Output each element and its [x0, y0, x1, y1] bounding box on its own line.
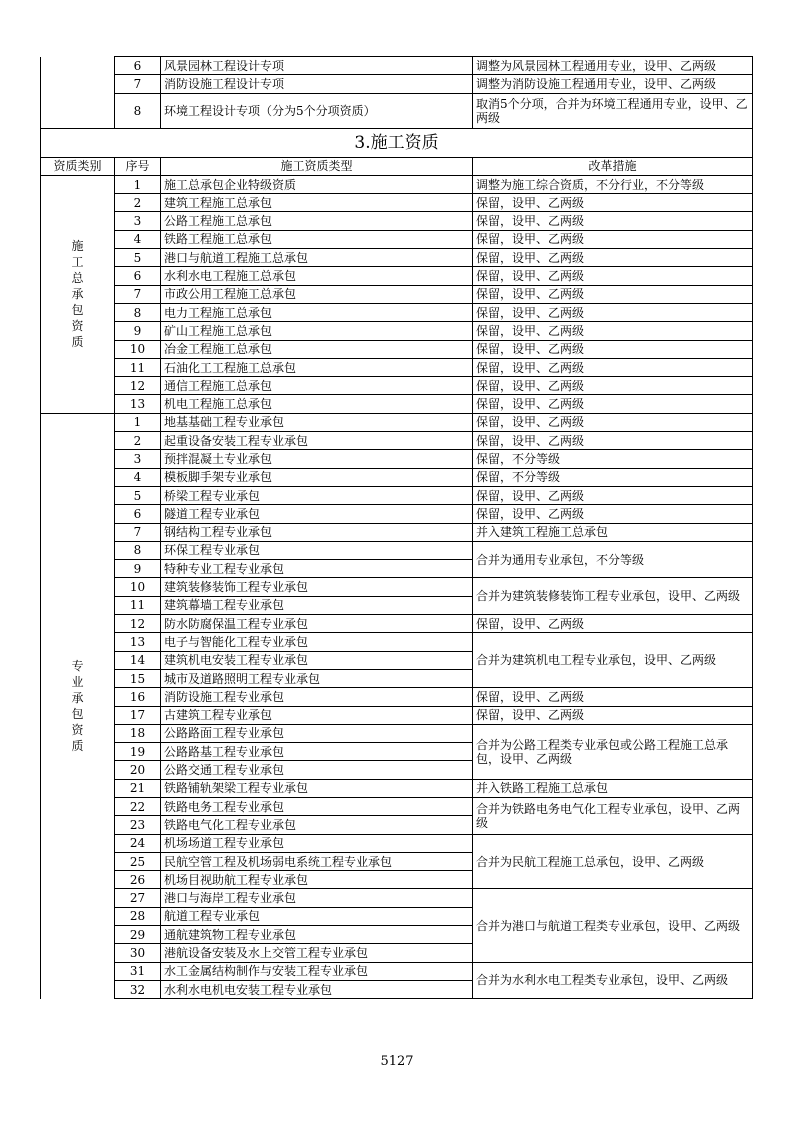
table-row	[41, 395, 753, 413]
reform-measure: 保留，设甲、乙两级	[473, 267, 753, 285]
qualification-type: 预拌混凝土专业承包	[161, 450, 473, 468]
qualification-type: 消防设施工程专业承包	[161, 688, 473, 706]
table-row	[41, 413, 753, 431]
table-row	[41, 724, 753, 742]
reform-measure: 保留，设甲、乙两级	[473, 230, 753, 248]
row-number: 4	[115, 468, 161, 486]
row-number: 31	[115, 962, 161, 980]
category-label: 施工总承包资质	[71, 239, 84, 350]
qualification-type: 建筑幕墙工程专业承包	[161, 596, 473, 614]
reform-measure: 保留，设甲、乙两级	[473, 194, 753, 212]
table-row	[41, 230, 753, 248]
row-number: 1	[115, 413, 161, 431]
table-row	[41, 93, 753, 128]
row-number: 8	[115, 541, 161, 559]
row-number: 11	[115, 358, 161, 376]
reform-measure: 保留，不分等级	[473, 450, 753, 468]
table-row	[41, 212, 753, 230]
reform-measure: 保留，设甲、乙两级	[473, 688, 753, 706]
reform-measure: 保留，设甲、乙两级	[473, 249, 753, 267]
qualification-type: 公路路面工程专业承包	[161, 724, 473, 742]
reform-measure: 合并为民航工程施工总承包，设甲、乙两级	[473, 834, 753, 889]
reform-measure: 并入建筑工程施工总承包	[473, 523, 753, 541]
header-category: 资质类别	[41, 157, 115, 175]
reform-measure: 合并为建筑机电工程专业承包，设甲、乙两级	[473, 633, 753, 688]
general-contracting-section	[41, 175, 753, 413]
row-number: 6	[115, 57, 161, 75]
qualification-type: 建筑机电安装工程专业承包	[161, 651, 473, 669]
qualification-type: 铁路工程施工总承包	[161, 230, 473, 248]
qualification-type: 公路交通工程专业承包	[161, 761, 473, 779]
qualification-type: 机场场道工程专业承包	[161, 834, 473, 852]
table-row	[41, 175, 753, 193]
qualification-type: 地基基础工程专业承包	[161, 413, 473, 431]
reform-measure: 保留，设甲、乙两级	[473, 395, 753, 413]
qualification-type: 通信工程施工总承包	[161, 377, 473, 395]
table-row	[41, 194, 753, 212]
row-number: 26	[115, 871, 161, 889]
page-number: 5127	[380, 1054, 414, 1069]
qualification-type: 水利水电工程施工总承包	[161, 267, 473, 285]
header-number: 序号	[115, 157, 161, 175]
row-number: 13	[115, 395, 161, 413]
category-cell	[41, 57, 115, 129]
table-row	[41, 578, 753, 596]
qualification-type: 消防设施工程设计专项	[161, 75, 473, 93]
qualification-type: 水工金属结构制作与安装工程专业承包	[161, 962, 473, 980]
reform-measure: 合并为公路工程类专业承包或公路工程施工总承包，设甲、乙两级	[473, 724, 753, 779]
qualification-type: 市政公用工程施工总承包	[161, 285, 473, 303]
table-row	[41, 340, 753, 358]
qualification-type: 电子与智能化工程专业承包	[161, 633, 473, 651]
qualification-type: 模板脚手架专业承包	[161, 468, 473, 486]
table-row	[41, 75, 753, 93]
row-number: 2	[115, 194, 161, 212]
qualification-type: 公路工程施工总承包	[161, 212, 473, 230]
reform-measure: 调整为施工综合资质，不分行业，不分等级	[473, 175, 753, 193]
row-number: 7	[115, 75, 161, 93]
header-measure: 改革措施	[473, 157, 753, 175]
table-row	[41, 706, 753, 724]
row-number: 12	[115, 615, 161, 633]
qualification-table	[40, 56, 753, 999]
row-number: 28	[115, 907, 161, 925]
reform-measure: 保留，设甲、乙两级	[473, 486, 753, 504]
qualification-type: 水利水电机电安装工程专业承包	[161, 980, 473, 998]
reform-measure: 合并为港口与航道工程类专业承包，设甲、乙两级	[473, 889, 753, 962]
table-row	[41, 468, 753, 486]
table-row	[41, 432, 753, 450]
category-cell	[41, 175, 115, 413]
row-number: 30	[115, 944, 161, 962]
table-row	[41, 633, 753, 651]
table-row	[41, 688, 753, 706]
row-number: 5	[115, 249, 161, 267]
qualification-type: 石油化工工程施工总承包	[161, 358, 473, 376]
row-number: 27	[115, 889, 161, 907]
qualification-type: 冶金工程施工总承包	[161, 340, 473, 358]
qualification-type: 通航建筑物工程专业承包	[161, 926, 473, 944]
qualification-type: 港口与海岸工程专业承包	[161, 889, 473, 907]
row-number: 10	[115, 340, 161, 358]
header-type: 施工资质类型	[161, 157, 473, 175]
qualification-type: 施工总承包企业特级资质	[161, 175, 473, 193]
row-number: 19	[115, 743, 161, 761]
row-number: 13	[115, 633, 161, 651]
qualification-type: 防水防腐保温工程专业承包	[161, 615, 473, 633]
specialty-contracting-section	[41, 413, 753, 999]
row-number: 23	[115, 816, 161, 834]
row-number: 8	[115, 93, 161, 128]
row-number: 7	[115, 523, 161, 541]
table-row	[41, 377, 753, 395]
row-number: 9	[115, 560, 161, 578]
row-number: 6	[115, 267, 161, 285]
row-number: 3	[115, 212, 161, 230]
qualification-type: 航道工程专业承包	[161, 907, 473, 925]
table-row	[41, 615, 753, 633]
table-row	[41, 797, 753, 815]
table-row	[41, 505, 753, 523]
qualification-type: 公路路基工程专业承包	[161, 743, 473, 761]
qualification-type: 机场目视助航工程专业承包	[161, 871, 473, 889]
qualification-type: 建筑工程施工总承包	[161, 194, 473, 212]
table-row	[41, 249, 753, 267]
row-number: 20	[115, 761, 161, 779]
reform-measure: 保留，设甲、乙两级	[473, 377, 753, 395]
row-number: 12	[115, 377, 161, 395]
reform-measure: 保留，设甲、乙两级	[473, 340, 753, 358]
table-row	[41, 358, 753, 376]
table-row	[41, 450, 753, 468]
reform-measure: 保留，设甲、乙两级	[473, 615, 753, 633]
category-cell	[41, 413, 115, 999]
qualification-type: 隧道工程专业承包	[161, 505, 473, 523]
reform-measure: 保留，设甲、乙两级	[473, 303, 753, 321]
reform-measure: 保留，设甲、乙两级	[473, 505, 753, 523]
row-number: 16	[115, 688, 161, 706]
section-row	[41, 128, 753, 157]
row-number: 25	[115, 852, 161, 870]
qualification-type: 铁路铺轨架梁工程专业承包	[161, 779, 473, 797]
qualification-type: 桥梁工程专业承包	[161, 486, 473, 504]
table-row	[41, 541, 753, 559]
qualification-type: 环境工程设计专项（分为5个分项资质）	[161, 93, 473, 128]
qualification-type: 特种专业工程专业承包	[161, 560, 473, 578]
reform-measure: 保留，设甲、乙两级	[473, 212, 753, 230]
row-number: 29	[115, 926, 161, 944]
row-number: 21	[115, 779, 161, 797]
table-row	[41, 834, 753, 852]
table-row	[41, 303, 753, 321]
row-number: 15	[115, 669, 161, 687]
table-row	[41, 267, 753, 285]
row-number: 7	[115, 285, 161, 303]
category-label: 专业承包资质	[71, 659, 84, 754]
qualification-type: 古建筑工程专业承包	[161, 706, 473, 724]
row-number: 9	[115, 322, 161, 340]
row-number: 22	[115, 797, 161, 815]
qualification-type: 矿山工程施工总承包	[161, 322, 473, 340]
qualification-type: 港口与航道工程施工总承包	[161, 249, 473, 267]
qualification-type: 港航设备安装及水上交管工程专业承包	[161, 944, 473, 962]
reform-measure: 合并为铁路电务电气化工程专业承包，设甲、乙两级	[473, 797, 753, 834]
reform-measure: 取消5个分项，合并为环境工程通用专业，设甲、乙两级	[473, 93, 753, 128]
reform-measure: 调整为消防设施工程通用专业，设甲、乙两级	[473, 75, 753, 93]
qualification-type: 民航空管工程及机场弱电系统工程专业承包	[161, 852, 473, 870]
qualification-type: 风景园林工程设计专项	[161, 57, 473, 75]
row-number: 2	[115, 432, 161, 450]
row-number: 6	[115, 505, 161, 523]
qualification-type: 机电工程施工总承包	[161, 395, 473, 413]
row-number: 17	[115, 706, 161, 724]
row-number: 11	[115, 596, 161, 614]
row-number: 18	[115, 724, 161, 742]
row-number: 14	[115, 651, 161, 669]
qualification-type: 建筑装修装饰工程专业承包	[161, 578, 473, 596]
table-row	[41, 57, 753, 75]
row-number: 8	[115, 303, 161, 321]
table-row	[41, 889, 753, 907]
reform-measure: 并入铁路工程施工总承包	[473, 779, 753, 797]
reform-measure: 调整为风景园林工程通用专业，设甲、乙两级	[473, 57, 753, 75]
row-number: 1	[115, 175, 161, 193]
header-row	[41, 157, 753, 175]
reform-measure: 保留，设甲、乙两级	[473, 322, 753, 340]
table-row	[41, 285, 753, 303]
row-number: 5	[115, 486, 161, 504]
reform-measure: 保留，设甲、乙两级	[473, 413, 753, 431]
reform-measure: 合并为水利水电工程类专业承包，设甲、乙两级	[473, 962, 753, 999]
qualification-type: 起重设备安装工程专业承包	[161, 432, 473, 450]
qualification-type: 铁路电务工程专业承包	[161, 797, 473, 815]
table-row	[41, 486, 753, 504]
row-number: 32	[115, 980, 161, 998]
reform-measure: 保留，设甲、乙两级	[473, 706, 753, 724]
row-number: 24	[115, 834, 161, 852]
reform-measure: 合并为通用专业承包，不分等级	[473, 541, 753, 578]
table-row	[41, 523, 753, 541]
table-row	[41, 779, 753, 797]
table-row	[41, 962, 753, 980]
reform-measure: 保留，设甲、乙两级	[473, 285, 753, 303]
qualification-type: 城市及道路照明工程专业承包	[161, 669, 473, 687]
qualification-type: 铁路电气化工程专业承包	[161, 816, 473, 834]
reform-measure: 保留，设甲、乙两级	[473, 432, 753, 450]
reform-measure: 合并为建筑装修装饰工程专业承包，设甲、乙两级	[473, 578, 753, 615]
row-number: 3	[115, 450, 161, 468]
row-number: 4	[115, 230, 161, 248]
reform-measure: 保留，设甲、乙两级	[473, 358, 753, 376]
qualification-type: 环保工程专业承包	[161, 541, 473, 559]
reform-measure: 保留，不分等级	[473, 468, 753, 486]
section-title: 3.施工资质	[41, 128, 753, 157]
qualification-type: 电力工程施工总承包	[161, 303, 473, 321]
table-row	[41, 322, 753, 340]
qualification-type: 钢结构工程专业承包	[161, 523, 473, 541]
row-number: 10	[115, 578, 161, 596]
